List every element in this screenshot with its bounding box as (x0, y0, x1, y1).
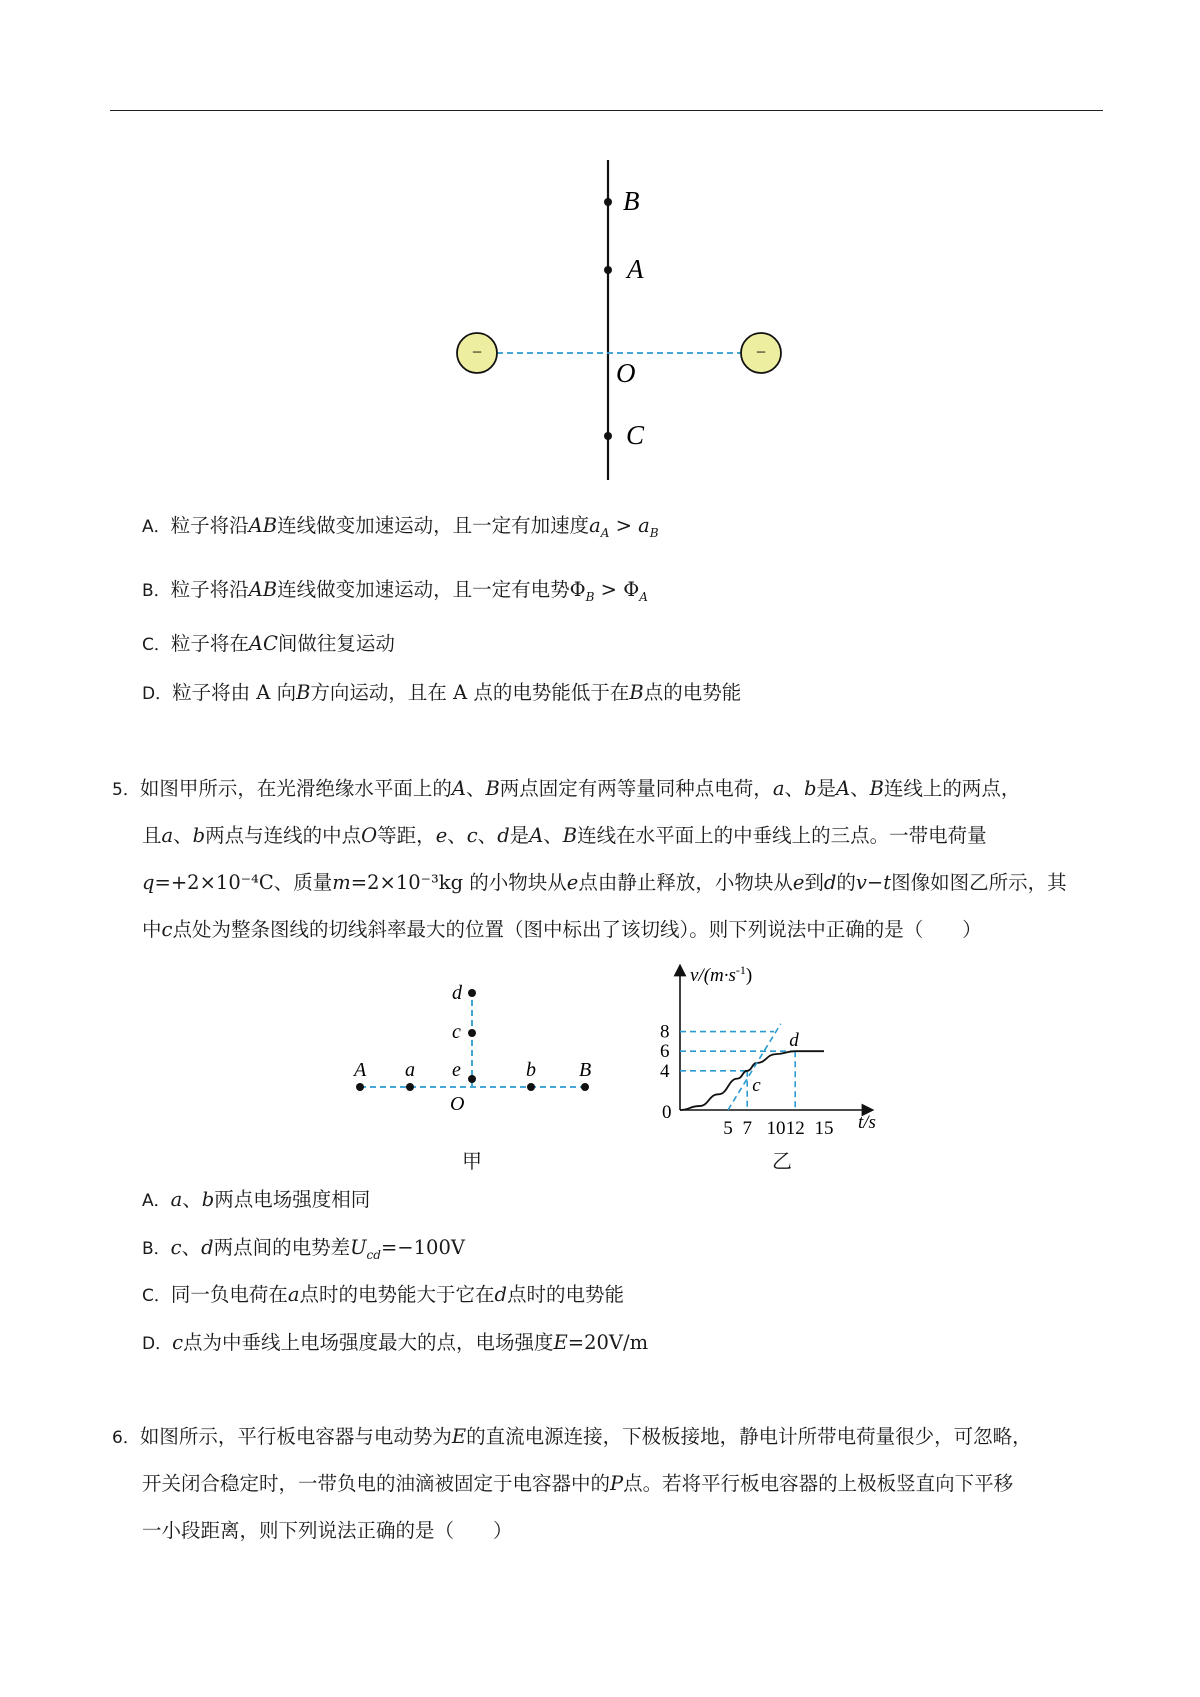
jia-point-d (468, 989, 476, 997)
figure-yi (650, 958, 900, 1138)
yi-origin: 0 (662, 1102, 672, 1123)
q5-option-d: D．c点为中垂线上电场强度最大的点，电场强度E=20V/m (142, 1331, 649, 1354)
caption-jia: 甲 (462, 1149, 482, 1173)
jia-point-e (468, 1075, 476, 1083)
yi-x-tick-10: 10 (766, 1118, 786, 1138)
point-A (604, 266, 612, 274)
yi-x-tick-15: 15 (814, 1118, 834, 1138)
yi-point-d-label: d (789, 1030, 799, 1052)
q6-line-3: 一小段距离，则下列说法正确的是（ ） (142, 1519, 513, 1542)
q6-line-2: 开关闭合稳定时，一带负电的油滴被固定于电容器中的P点。若将平行板电容器的上极板竖直向下平移 (142, 1472, 1014, 1495)
q5-option-b: B．c、d两点间的电势差$U_{cd}=-100V$ (142, 1236, 465, 1262)
q4-option-a: A．粒子将沿AB连线做变加速运动，且一定有加速度$a_A > a_B$ (142, 514, 659, 540)
jia-label-d: d (452, 982, 462, 1004)
q5-line-1: 5．如图甲所示，在光滑绝缘水平面上的A、B两点固定有两等量同种点电荷，a、b是A、B连线上的两点， (112, 777, 1021, 800)
q5-line-2: 且a、b两点与连线的中点O等距，e、c、d是A、B连线在水平面上的中垂线上的三点。一带电荷量 (142, 824, 987, 847)
jia-label-a: a (405, 1059, 415, 1081)
q6-line-1: 6．如图所示，平行板电容器与电动势为E的直流电源连接，下极板接地，静电计所带电荷量很少，可忽略， (112, 1425, 1032, 1448)
q5-line-3: q=+2×10⁻⁴C、质量m=2×10⁻³kg 的小物块从e点由静止释放，小物块从e到d的v−t图像如图乙所示，其 (142, 871, 1067, 894)
jia-label-B: B (579, 1059, 592, 1081)
yi-tangent-line (728, 1024, 781, 1110)
yi-y-tick-8: 8 (660, 1021, 670, 1043)
q4-option-b: B．粒子将沿AB连线做变加速运动，且一定有电势$\Phi_B > \Phi_A$ (142, 578, 648, 604)
jia-point-b (527, 1083, 535, 1091)
q4-option-c: C．粒子将在AC间做往复运动 (142, 632, 395, 655)
label-C: C (626, 420, 645, 450)
label-O: O (616, 358, 636, 388)
label-B: B (623, 186, 640, 216)
q5-option-c: C．同一负电荷在a点时的电势能大于它在d点时的电势能 (142, 1283, 625, 1306)
yi-y-label-close: ) (745, 965, 753, 986)
yi-guides (680, 1032, 795, 1110)
jia-label-O: O (450, 1093, 465, 1115)
q4-option-d: D．粒子将由 A 向B方向运动，且在 A 点的电势能低于在B点的电势能 (142, 681, 742, 704)
point-C (604, 432, 612, 440)
jia-point-a (406, 1083, 414, 1091)
figure-charges (440, 150, 800, 485)
yi-x-tick-12: 12 (785, 1118, 805, 1138)
point-B (604, 198, 612, 206)
charge-right-sign: − (755, 342, 767, 362)
q5-option-a: A．a、b两点电场强度相同 (142, 1188, 371, 1211)
yi-y-axis-label (690, 963, 752, 986)
header-rule (110, 110, 1103, 111)
yi-x-axis-label: t/s (858, 1112, 876, 1133)
jia-label-b: b (526, 1059, 536, 1081)
jia-label-A: A (354, 1059, 367, 1081)
jia-label-c: c (452, 1021, 461, 1043)
caption-yi: 乙 (772, 1149, 792, 1173)
jia-point-A (356, 1083, 364, 1091)
yi-x-tick-5: 5 (723, 1118, 733, 1138)
yi-y-label-sup: -1 (735, 963, 746, 977)
jia-point-B (581, 1083, 589, 1091)
yi-point-c-label: c (752, 1074, 761, 1096)
figure-jia (340, 968, 600, 1123)
yi-x-tick-7: 7 (742, 1118, 752, 1138)
yi-y-tick-6: 6 (660, 1041, 670, 1063)
jia-point-c (468, 1029, 476, 1037)
jia-label-e: e (452, 1059, 461, 1081)
label-A: A (627, 254, 644, 284)
charge-left-sign: − (471, 342, 483, 362)
q5-line-4: 中c点处为整条图线的切线斜率最大的位置（图中标出了该切线）。则下列说法中正确的是（ ） (142, 918, 982, 941)
yi-y-tick-4: 4 (660, 1060, 670, 1082)
yi-y-label-main: v/(m·s (690, 965, 736, 986)
